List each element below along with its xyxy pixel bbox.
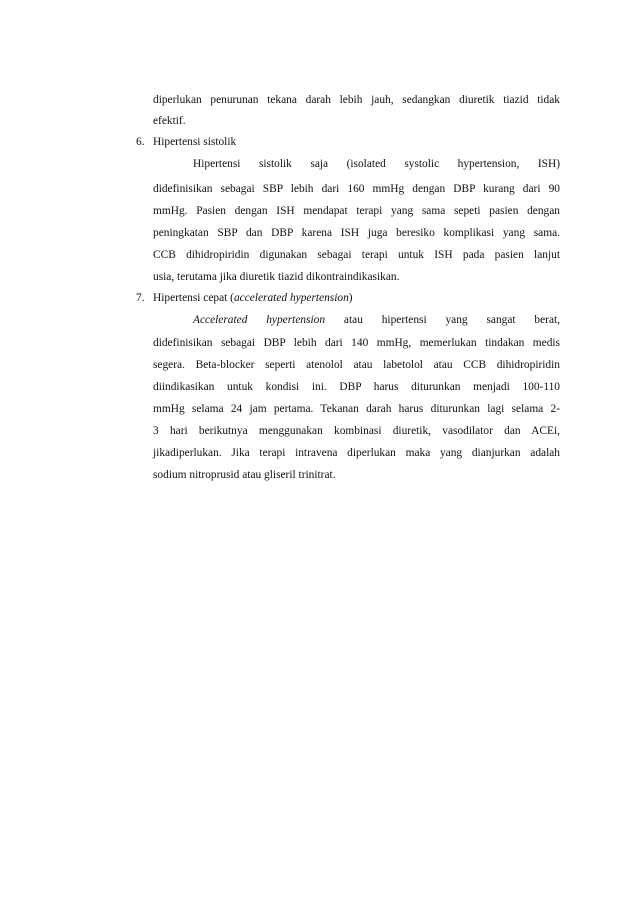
paragraph-line: Hipertensi sistolik saja (isolated systolic hypertension, ISH)	[193, 158, 560, 170]
heading-suffix: )	[348, 292, 353, 304]
paragraph-line: mmHg selama 24 jam pertama. Tekanan darah harus diturunkan lagi selama 2-	[153, 403, 560, 415]
paragraph-line: diindikasikan untuk kondisi ini. DBP harus diturunkan menjadi 100-110	[153, 381, 560, 393]
paragraph-line: usia, terutama jika diuretik tiazid dikontraindikasikan.	[153, 271, 400, 283]
section-heading: Hipertensi sistolik	[153, 136, 237, 148]
paragraph-line: peningkatan SBP dan DBP karena ISH juga beresiko komplikasi yang sama.	[153, 227, 560, 239]
paragraph-line	[193, 312, 560, 328]
paragraph-line: segera. Beta-blocker seperti atenolol atau labetolol atau CCB dihidropiridin	[153, 359, 560, 371]
section-heading	[153, 290, 560, 306]
paragraph-line: didefinisikan sebagai SBP lebih dari 160 mmHg dengan DBP kurang dari 90	[153, 183, 560, 195]
paragraph-line: mmHg. Pasien dengan ISH mendapat terapi yang sama sepeti pasien dengan	[153, 205, 560, 217]
paragraph-line: 3 hari berikutnya menggunakan kombinasi diuretik, vasodilator dan ACEi,	[153, 425, 560, 437]
line-rest: atau hipertensi yang sangat berat,	[325, 314, 561, 326]
section-number: 6.	[136, 136, 145, 148]
paragraph-line: CCB dihidropiridin digunakan sebagai terapi untuk ISH pada pasien lanjut	[153, 249, 560, 261]
paragraph-line: sodium nitroprusid atau gliseril trinitrat.	[153, 469, 336, 481]
heading-prefix: Hipertensi cepat (	[153, 292, 234, 304]
heading-italic: accelerated hypertension	[233, 292, 349, 304]
paragraph-line: diperlukan penurunan tekana darah lebih jauh, sedangkan diuretik tiazid tidak	[153, 94, 560, 106]
italic-term: Accelerated hypertension	[193, 314, 326, 326]
section-number: 7.	[136, 292, 145, 304]
paragraph-line: jikadiperlukan. Jika terapi intravena diperlukan maka yang dianjurkan adalah	[153, 447, 560, 459]
paragraph-line: efektif.	[153, 115, 186, 127]
paragraph-line: didefinisikan sebagai DBP lebih dari 140 mmHg, memerlukan tindakan medis	[153, 337, 560, 349]
